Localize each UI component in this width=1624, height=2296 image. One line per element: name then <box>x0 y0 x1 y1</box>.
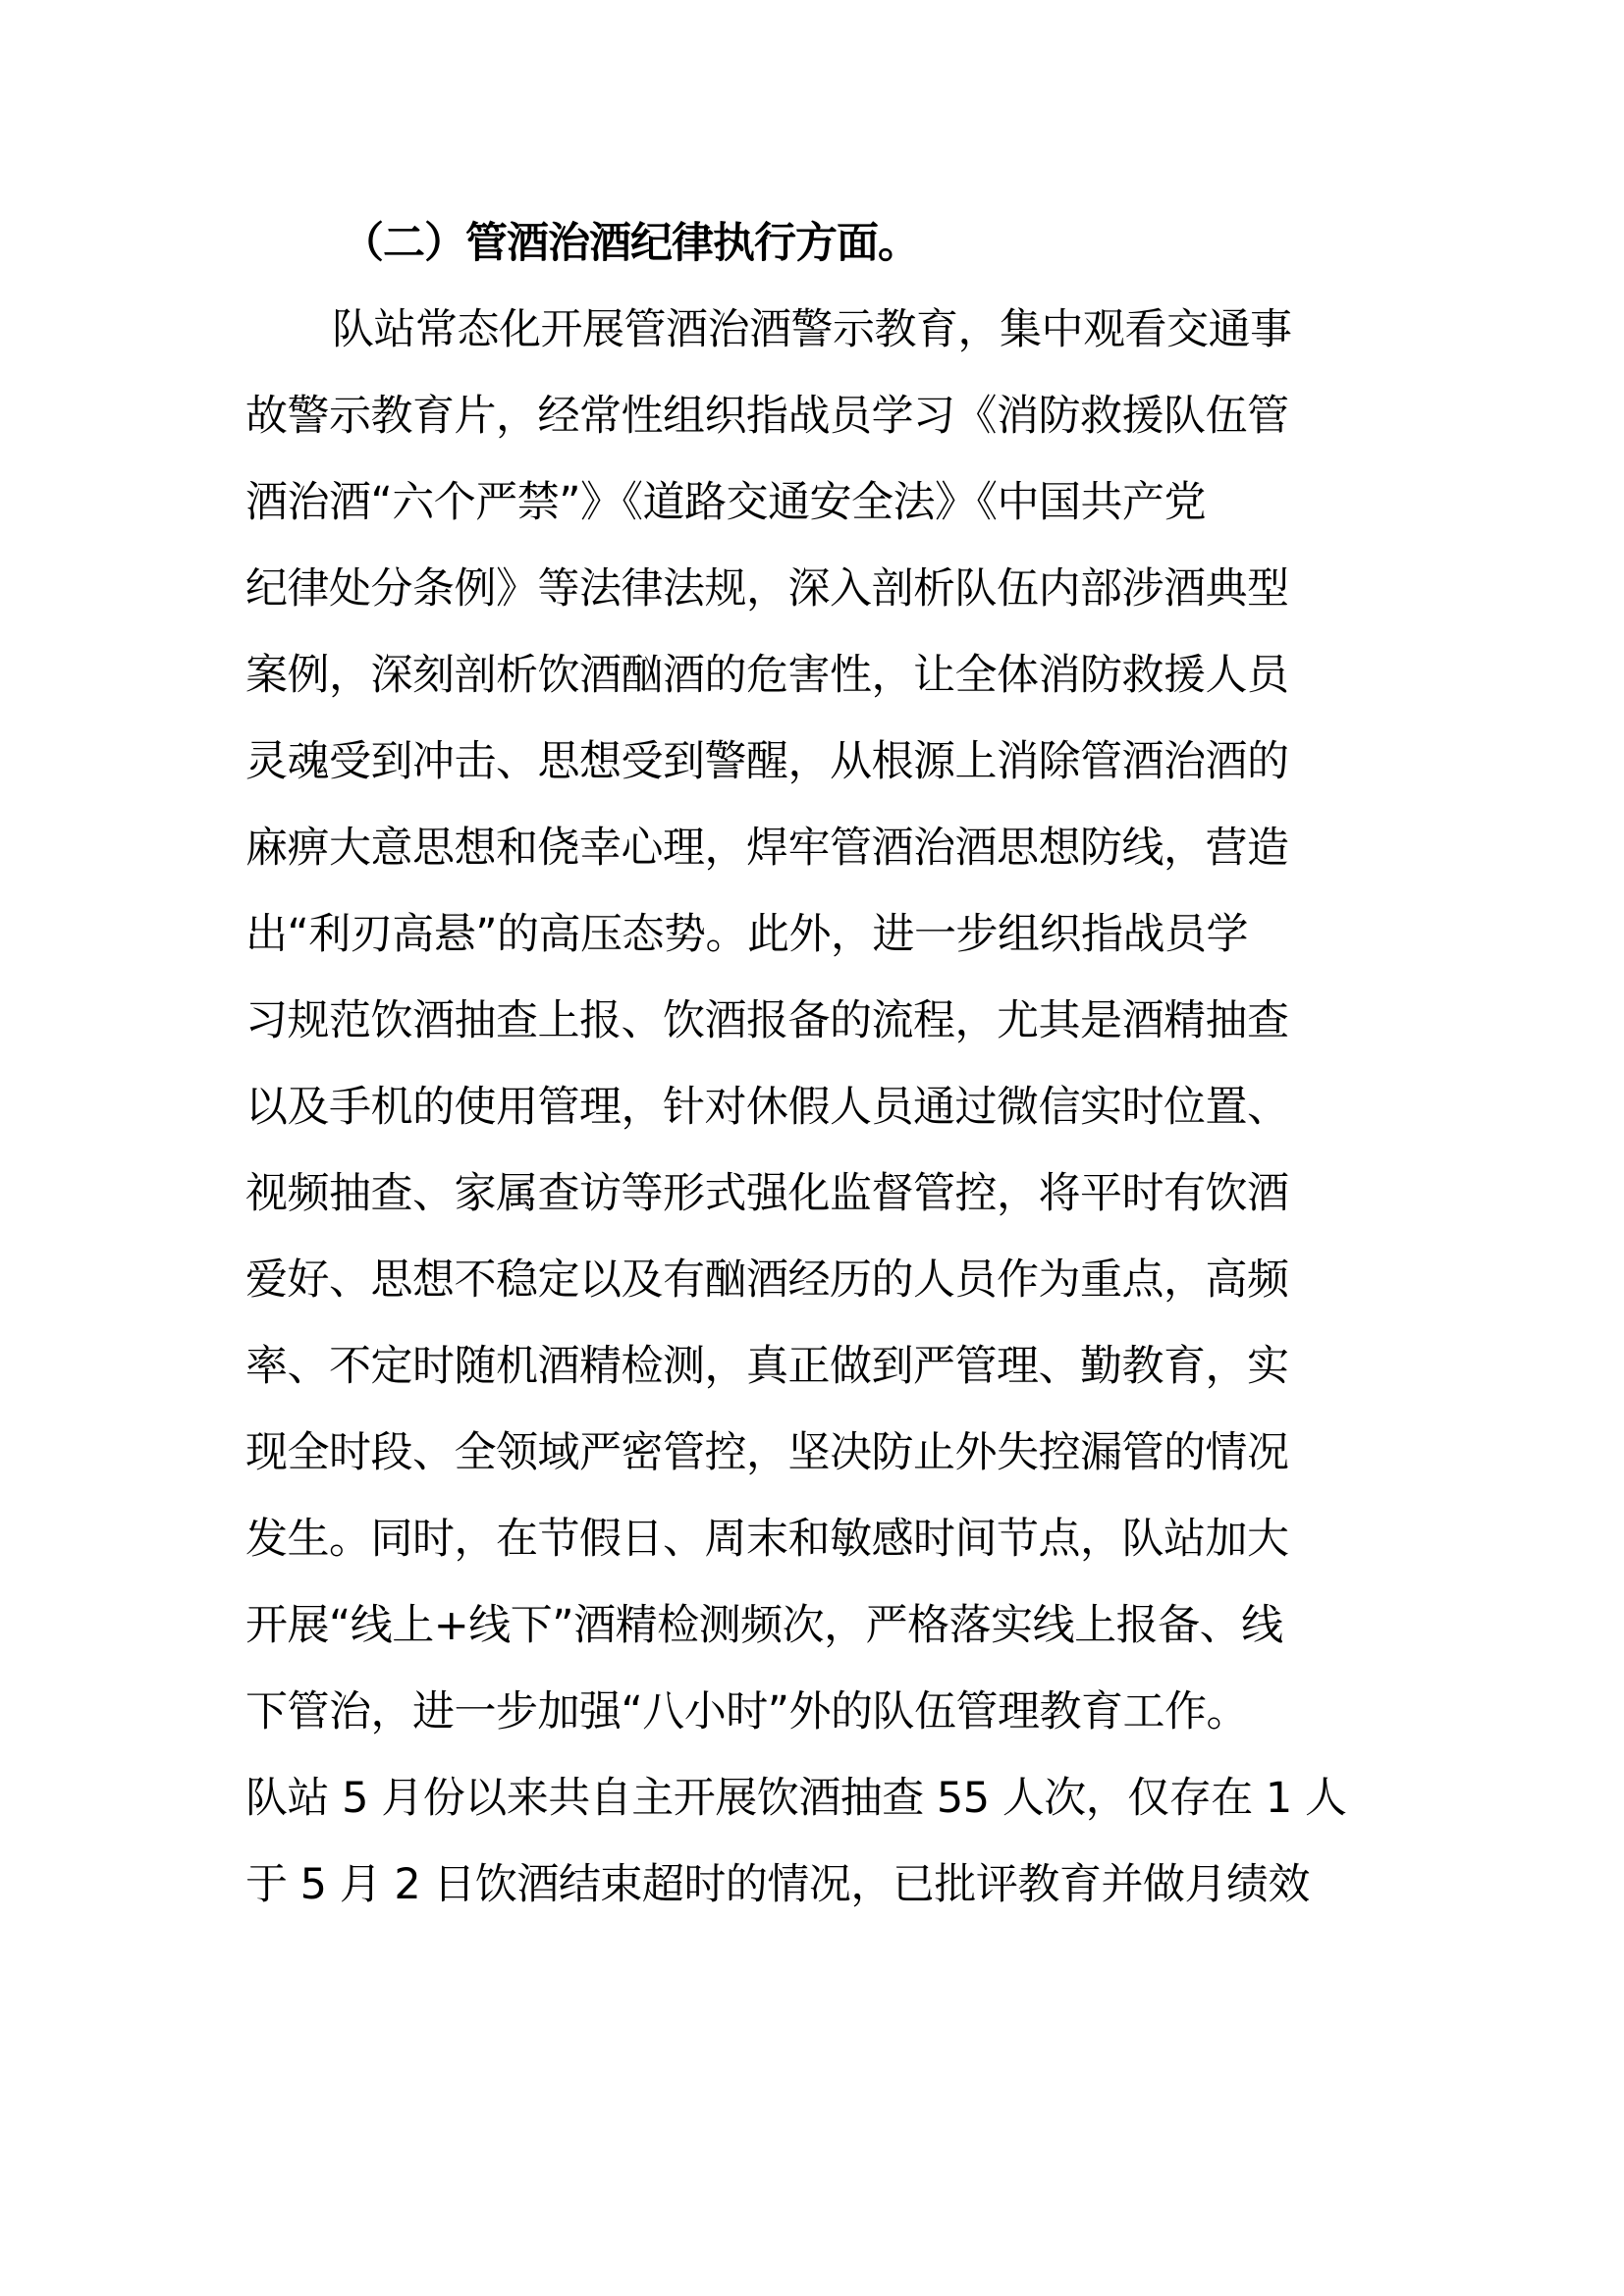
paragraph-line: 酒治酒“六个严禁”》《道路交通安全法》《中国共产党 <box>245 478 1207 527</box>
paragraph-line: 视频抽查、家属查访等形式强化监督管控，将平时有饮酒 <box>245 1169 1289 1218</box>
paragraph-line: 爱好、思想不稳定以及有酗酒经历的人员作为重点，高频 <box>245 1255 1289 1305</box>
paragraph-line: 以及手机的使用管理，针对休假人员通过微信实时位置、 <box>245 1083 1289 1132</box>
paragraph-line: 队站常态化开展管酒治酒警示教育，集中观看交通事 <box>332 305 1292 354</box>
paragraph-line: 率、不定时随机酒精检测，真正做到严管理、勤教育，实 <box>245 1342 1289 1391</box>
paragraph-line: 纪律处分条例》等法律法规，深入剖析队伍内部涉酒典型 <box>245 564 1289 614</box>
paragraph-line: 灵魂受到冲击、思想受到警醒，从根源上消除管酒治酒的 <box>245 737 1289 786</box>
paragraph-line: 案例，深刻剖析饮酒酗酒的危害性，让全体消防救援人员 <box>245 651 1289 700</box>
paragraph-line: 队站 5 月份以来共自主开展饮酒抽查 55 人次，仅存在 1 人 <box>245 1774 1347 1823</box>
paragraph-line: 于 5 月 2 日饮酒结束超时的情况，已批评教育并做月绩效 <box>245 1860 1310 1909</box>
paragraph-line: 出“利刃高悬”的高压态势。此外，进一步组织指战员学 <box>245 910 1249 959</box>
paragraph-line: 开展“线上+线下”酒精检测频次，严格落实线上报备、线 <box>245 1601 1283 1650</box>
paragraph-line: 麻痹大意思想和侥幸心理，焊牢管酒治酒思想防线，营造 <box>245 824 1289 873</box>
paragraph-line: 习规范饮酒抽查上报、饮酒报备的流程，尤其是酒精抽查 <box>245 996 1289 1045</box>
paragraph-line: 现全时段、全领域严密管控，坚决防止外失控漏管的情况 <box>245 1428 1289 1477</box>
section-heading: （二）管酒治酒纪律执行方面。 <box>342 219 919 268</box>
paragraph-line: 下管治，进一步加强“八小时”外的队伍管理教育工作。 <box>245 1687 1249 1736</box>
paragraph-line: 发生。同时，在节假日、周末和敏感时间节点，队站加大 <box>245 1515 1289 1564</box>
paragraph-line: 故警示教育片，经常性组织指战员学习《消防救援队伍管 <box>245 392 1289 441</box>
